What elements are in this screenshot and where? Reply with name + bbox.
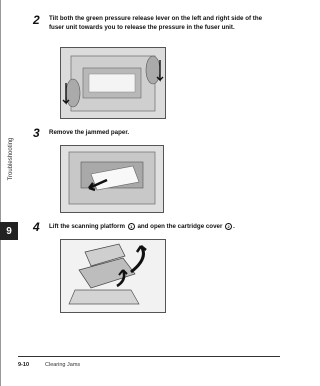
step-text: Remove the jammed paper.	[49, 129, 130, 136]
step-number: 4	[33, 220, 40, 234]
footer-rule	[18, 356, 280, 357]
step-text	[49, 222, 284, 231]
step-4	[33, 220, 283, 234]
step-text-before: Lift the scanning platform	[49, 223, 125, 230]
step-text-middle: and open the cartridge cover	[137, 223, 223, 230]
step-number: 2	[33, 13, 40, 27]
remove-paper-illustration	[60, 145, 164, 213]
scanning-platform-illustration	[60, 239, 166, 313]
marker-2: 2	[225, 223, 232, 230]
marker-1: 1	[128, 223, 135, 230]
section-label-text: Troubleshooting	[8, 137, 14, 181]
sidebar-section-label	[2, 120, 14, 210]
step-2	[33, 13, 273, 43]
page-number: 9-10	[18, 362, 30, 368]
step-text: Tilt both the green pressure release lever on the left and right side of the fuser unit towards you to release the pressure in the fuser unit.	[49, 15, 263, 31]
sidebar-rule	[0, 0, 1, 386]
step-text-after: .	[233, 223, 235, 230]
footer-title: Clearing Jams	[45, 362, 81, 368]
fuser-lever-illustration	[60, 47, 166, 119]
step-number: 3	[33, 126, 40, 140]
chapter-tab: 9	[0, 222, 18, 240]
step-3	[33, 126, 273, 140]
